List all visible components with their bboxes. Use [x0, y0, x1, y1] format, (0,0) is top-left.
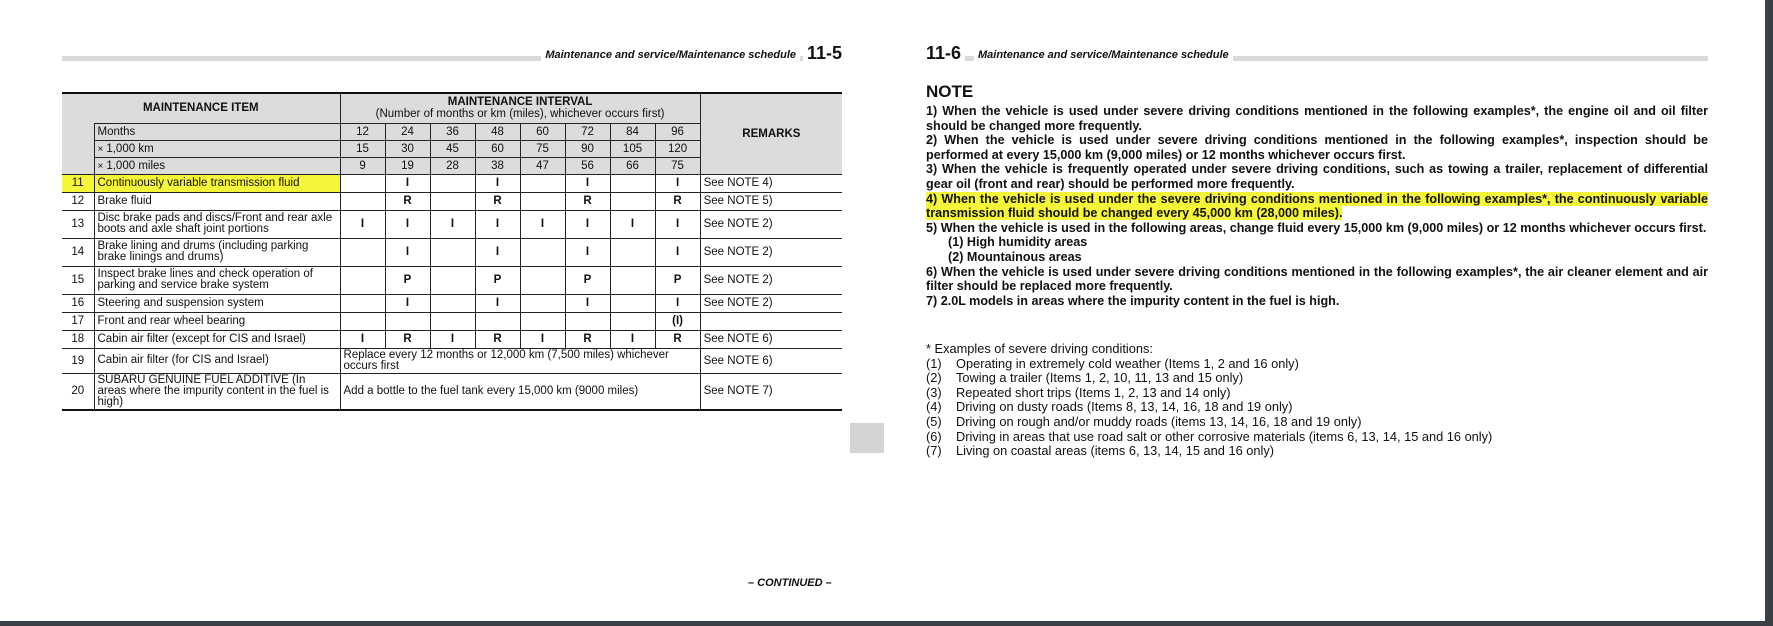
row-interval-mark: I [385, 174, 430, 192]
row-interval-mark [430, 174, 475, 192]
note-3: 3) When the vehicle is frequently operated under severe driving conditions, such as towing a trailer, replacement of differential gear oil (front and rear) should be performed more frequently. [926, 162, 1708, 191]
interval-miles-cell: 47 [520, 157, 565, 174]
row-number: 16 [62, 294, 94, 312]
row-remarks: See NOTE 2) [700, 294, 842, 312]
row-number: 20 [62, 373, 94, 410]
row-remarks: See NOTE 6) [700, 348, 842, 373]
row-interval-mark: P [475, 266, 520, 294]
row-interval-mark: I [610, 210, 655, 238]
row-remarks [700, 312, 842, 330]
row-interval-mark [520, 174, 565, 192]
row-interval-mark: I [655, 294, 700, 312]
row-interval-mark: I [385, 238, 430, 266]
interval-miles-cell: 28 [430, 157, 475, 174]
row-remarks: See NOTE 6) [700, 330, 842, 348]
row-interval-mark [430, 238, 475, 266]
row-interval-mark: R [655, 192, 700, 210]
row-interval-mark: R [475, 192, 520, 210]
interval-miles-cell: 75 [655, 157, 700, 174]
example-item: (4) Driving on dusty roads (Items 8, 13, 14, 16, 18 and 19 only) [926, 399, 1293, 415]
interval-km-cell: 105 [610, 140, 655, 157]
severe-conditions-examples [926, 342, 1708, 459]
row-interval-mark [430, 294, 475, 312]
item-header-fill [62, 140, 94, 157]
row-interval-mark [340, 312, 385, 330]
row-interval-mark [520, 312, 565, 330]
note-6: 6) When the vehicle is used under severe driving conditions mentioned in the following examples*, the air cleaner element and air filter should be replaced more frequently. [926, 264, 1708, 294]
interval-label-months: Months [94, 123, 340, 140]
page-number: 11-5 [803, 43, 846, 64]
row-interval-mark: I [610, 330, 655, 348]
row-number: 17 [62, 312, 94, 330]
row-remarks: See NOTE 2) [700, 266, 842, 294]
table-row [62, 266, 842, 294]
example-item: (1) Operating in extremely cold weather (Items 1, 2 and 16 only) [926, 355, 1299, 371]
row-interval-mark [520, 192, 565, 210]
note-5-area-1: (1) High humidity areas [948, 235, 1088, 250]
interval-miles-cell: 56 [565, 157, 610, 174]
row-interval-mark: I [655, 174, 700, 192]
row-interval-mark: P [565, 266, 610, 294]
table-row [62, 312, 842, 330]
note-5-area-2: (2) Mountainous areas [948, 249, 1082, 264]
row-interval-mark: I [430, 210, 475, 238]
row-interval-mark: I [565, 238, 610, 266]
example-item: (6) Driving in areas that use road salt or other corrosive materials (items 6, 13, 14, 15 and 16 only) [926, 428, 1493, 444]
col-remarks: REMARKS [700, 93, 842, 174]
row-remarks: See NOTE 2) [700, 238, 842, 266]
row-interval-mark: I [475, 174, 520, 192]
interval-miles-cell: 38 [475, 157, 520, 174]
note-2: 2) When the vehicle is used under severe driving conditions mentioned in the following examples*, inspection should be performed at every 15,000 km (9,000 miles) or 12 months whichever occurs first. [926, 133, 1708, 162]
row-interval-mark [430, 312, 475, 330]
interval-km-cell: 60 [475, 140, 520, 157]
row-remarks: See NOTE 4) [700, 174, 842, 192]
row-interval-mark: P [385, 266, 430, 294]
row-interval-mark [340, 192, 385, 210]
row-number: 19 [62, 348, 94, 373]
row-interval-mark: I [520, 330, 565, 348]
viewer-edge-bottom [0, 621, 1773, 626]
row-interval-mark [610, 192, 655, 210]
row-number: 18 [62, 330, 94, 348]
row-interval-mark: P [655, 266, 700, 294]
interval-km-cell: 90 [565, 140, 610, 157]
row-interval-mark: I [655, 210, 700, 238]
row-interval-mark [430, 266, 475, 294]
row-interval-mark: I [430, 330, 475, 348]
note-1: 1) When the vehicle is used under severe driving conditions mentioned in the following examples*, the engine oil and oil filter should be changed more frequently. [926, 104, 1708, 133]
row-interval-mark [610, 174, 655, 192]
row-number: 13 [62, 210, 94, 238]
row-interval-mark: (I) [655, 312, 700, 330]
interval-km-cell: 75 [520, 140, 565, 157]
interval-months-cell: 72 [565, 123, 610, 140]
table-row [62, 330, 842, 348]
row-item-name: Cabin air filter (for CIS and Israel) [94, 348, 340, 373]
row-interval-mark: I [565, 174, 610, 192]
interval-months-cell: 96 [655, 123, 700, 140]
interval-months-cell: 12 [340, 123, 385, 140]
row-interval-mark [340, 294, 385, 312]
interval-km-cell: 15 [340, 140, 385, 157]
note-title: NOTE [926, 82, 974, 101]
row-interval-mark: I [565, 294, 610, 312]
row-interval-mark [340, 266, 385, 294]
table-row [62, 174, 842, 192]
row-interval-text: Replace every 12 months or 12,000 km (7,500 miles) whichever occurs first [340, 348, 700, 373]
note-4-highlight: 4) When the vehicle is used under the severe driving conditions mentioned in the following examples*, the continuously variable transmission fluid should be changed every 45,000 km (28,000 miles). [926, 191, 1708, 221]
row-interval-mark [610, 238, 655, 266]
row-interval-mark [610, 312, 655, 330]
example-item: (2) Towing a trailer (Items 1, 2, 10, 11, 13 and 15 only) [926, 370, 1244, 386]
row-interval-mark: R [475, 330, 520, 348]
table-row [62, 373, 842, 410]
row-interval-mark [430, 192, 475, 210]
item-header-fill [62, 123, 94, 140]
row-item-name: Brake lining and drums (including parking brake linings and drums) [94, 238, 340, 266]
row-item-name: Cabin air filter (except for CIS and Israel) [94, 330, 340, 348]
row-interval-mark [565, 312, 610, 330]
row-interval-mark [610, 294, 655, 312]
row-interval-mark: I [475, 210, 520, 238]
row-interval-mark: I [385, 294, 430, 312]
row-interval-text: Add a bottle to the fuel tank every 15,000 km (9000 miles) [340, 373, 700, 410]
example-item: (3) Repeated short trips (Items 1, 2, 13 and 14 only) [926, 384, 1231, 400]
row-remarks: See NOTE 2) [700, 210, 842, 238]
row-interval-mark [520, 238, 565, 266]
row-interval-mark [610, 266, 655, 294]
note-5: 5) When the vehicle is used in the following areas, change fluid every 15,000 km (9,000 miles) or 12 months whichever occurs first. [926, 220, 1707, 235]
row-remarks: See NOTE 7) [700, 373, 842, 410]
interval-km-cell: 45 [430, 140, 475, 157]
item-header-fill [62, 157, 94, 174]
row-interval-mark: R [385, 330, 430, 348]
example-item: (7) Living on coastal areas (items 6, 13, 14, 15 and 16 only) [926, 443, 1274, 459]
interval-months-cell: 24 [385, 123, 430, 140]
interval-km-cell: 120 [655, 140, 700, 157]
row-interval-mark: I [385, 210, 430, 238]
table-row [62, 238, 842, 266]
maintenance-table [62, 92, 842, 411]
row-interval-mark [340, 174, 385, 192]
row-interval-mark: I [475, 294, 520, 312]
row-item-name: Steering and suspension system [94, 294, 340, 312]
interval-label-miles: × 1,000 miles [94, 157, 340, 174]
example-item: (5) Driving on rough and/or muddy roads (items 13, 14, 16, 18 and 19 only) [926, 413, 1362, 429]
table-row [62, 348, 842, 373]
page-number: 11-6 [922, 43, 965, 64]
note-4 [926, 192, 1708, 221]
continued-label: – CONTINUED – [748, 577, 832, 589]
row-interval-mark [520, 294, 565, 312]
row-interval-mark: I [520, 210, 565, 238]
row-item-name: Inspect brake lines and check operation of parking and service brake system [94, 266, 340, 294]
interval-months-cell: 48 [475, 123, 520, 140]
interval-miles-cell: 66 [610, 157, 655, 174]
row-item-name: Brake fluid [94, 192, 340, 210]
row-interval-mark: I [475, 238, 520, 266]
col-maintenance-item: MAINTENANCE ITEM [62, 93, 340, 123]
col-maintenance-interval: MAINTENANCE INTERVAL (Number of months or km (miles), whichever occurs first) [340, 93, 700, 123]
row-interval-mark [475, 312, 520, 330]
row-number: 11 [62, 174, 94, 192]
table-row [62, 192, 842, 210]
viewer-edge-right [1765, 0, 1773, 626]
row-item-name: Continuously variable transmission fluid [94, 174, 340, 192]
interval-miles-cell: 19 [385, 157, 430, 174]
examples-title: * Examples of severe driving conditions: [926, 341, 1153, 356]
page-header-title: Maintenance and service/Maintenance schedule [541, 49, 800, 61]
row-number: 15 [62, 266, 94, 294]
table-row [62, 294, 842, 312]
row-number: 12 [62, 192, 94, 210]
row-interval-mark: R [655, 330, 700, 348]
interval-months-cell: 84 [610, 123, 655, 140]
row-number: 14 [62, 238, 94, 266]
interval-months-cell: 60 [520, 123, 565, 140]
row-interval-mark: I [340, 330, 385, 348]
row-item-name: Front and rear wheel bearing [94, 312, 340, 330]
table-row [62, 210, 842, 238]
page-tab [850, 423, 884, 453]
interval-label-km: × 1,000 km [94, 140, 340, 157]
row-interval-mark: R [385, 192, 430, 210]
row-interval-mark: R [565, 192, 610, 210]
row-interval-mark: I [655, 238, 700, 266]
row-interval-mark [385, 312, 430, 330]
row-remarks: See NOTE 5) [700, 192, 842, 210]
notes-list [926, 104, 1708, 308]
row-interval-mark [520, 266, 565, 294]
row-interval-mark: I [340, 210, 385, 238]
page-header-title: Maintenance and service/Maintenance schedule [974, 49, 1233, 61]
row-interval-mark [340, 238, 385, 266]
row-item-name: SUBARU GENUINE FUEL ADDITIVE (In areas where the impurity content in the fuel is high) [94, 373, 340, 410]
interval-miles-cell: 9 [340, 157, 385, 174]
interval-km-cell: 30 [385, 140, 430, 157]
row-item-name: Disc brake pads and discs/Front and rear axle boots and axle shaft joint portions [94, 210, 340, 238]
row-interval-mark: I [565, 210, 610, 238]
interval-months-cell: 36 [430, 123, 475, 140]
row-interval-mark: R [565, 330, 610, 348]
note-7: 7) 2.0L models in areas where the impurity content in the fuel is high. [926, 293, 1340, 308]
